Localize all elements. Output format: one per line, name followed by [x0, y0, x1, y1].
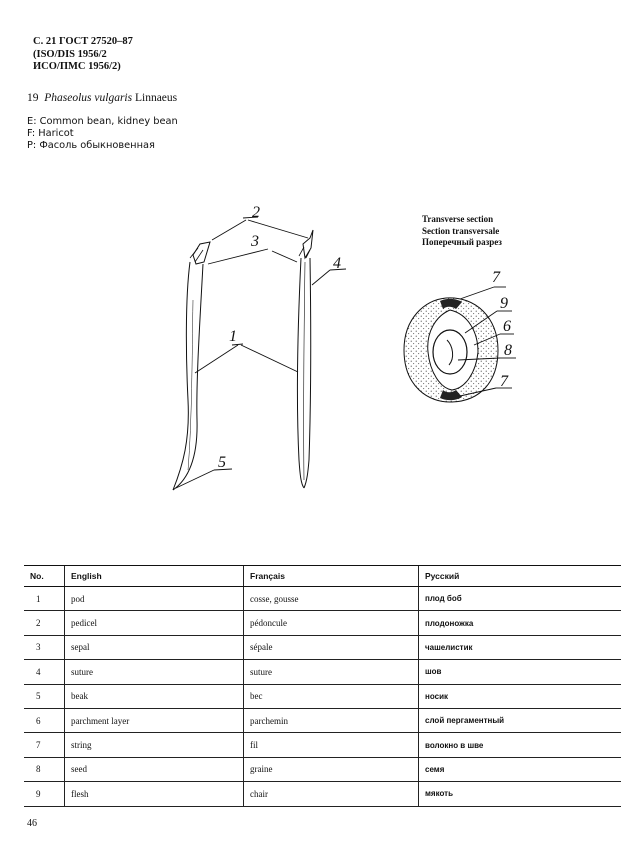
cell-french: cosse, gousse: [244, 587, 419, 611]
cell-english: suture: [65, 660, 244, 684]
cell-russian: слой пергаментный: [419, 708, 622, 732]
common-name-english: E: Common bean, kidney bean: [27, 116, 178, 127]
cell-russian: семя: [419, 757, 622, 781]
callout-2: 2: [252, 204, 260, 221]
cell-english: parchment layer: [65, 708, 244, 732]
callout-7-top: 7: [492, 269, 500, 286]
header-english: English: [65, 566, 244, 587]
cell-number: 8: [24, 757, 65, 781]
callout-numbers-left: [218, 204, 341, 471]
header-russian: Русский: [419, 566, 622, 587]
callout-6: 6: [503, 318, 511, 335]
cell-english: beak: [65, 684, 244, 708]
cell-russian: плодоножка: [419, 611, 622, 635]
table-row: [24, 684, 621, 708]
cell-french: chair: [244, 782, 419, 806]
cell-english: sepal: [65, 635, 244, 659]
cell-russian: носик: [419, 684, 622, 708]
pod-right-drawing: [298, 230, 313, 488]
species-number: 19: [27, 92, 39, 104]
header-french: Français: [244, 566, 419, 587]
species-latin-name: Phaseolus vulgaris: [44, 92, 133, 104]
callout-3: 3: [251, 233, 259, 250]
cell-french: fil: [244, 733, 419, 757]
header-iso: (ISO/DIS 1956/2: [33, 48, 107, 60]
callout-1: 1: [229, 328, 237, 345]
table-row: [24, 611, 621, 635]
section-title-en: Transverse section: [422, 214, 494, 224]
cell-number: 4: [24, 660, 65, 684]
callout-7-bottom: 7: [500, 373, 508, 390]
cell-russian: шов: [419, 660, 622, 684]
callout-4: 4: [333, 255, 341, 272]
table-row: [24, 660, 621, 684]
cell-french: sépale: [244, 635, 419, 659]
section-title-fr: Section transversale: [422, 225, 500, 236]
cell-english: pedicel: [65, 611, 244, 635]
cell-english: seed: [65, 757, 244, 781]
cell-french: graine: [244, 757, 419, 781]
cell-number: 6: [24, 708, 65, 732]
cell-french: suture: [244, 660, 419, 684]
cell-number: 3: [24, 635, 65, 659]
table-row: [24, 733, 621, 757]
table-row: [24, 782, 621, 806]
species-author: Linnaeus: [134, 92, 178, 104]
cell-russian: волокно в шве: [419, 733, 622, 757]
cell-english: pod: [65, 587, 244, 611]
table-row: [24, 635, 621, 659]
common-name-russian: P: Фасоль обыкновенная: [27, 140, 155, 151]
cell-number: 7: [24, 733, 65, 757]
page-number: 46: [27, 818, 37, 829]
cross-section-drawing: [404, 298, 498, 402]
table-row: [24, 587, 621, 611]
cell-english: flesh: [65, 782, 244, 806]
header-standard: С. 21 ГОСТ 27520–87: [33, 36, 133, 47]
table-row: [24, 708, 621, 732]
table-row: [24, 757, 621, 781]
header-iso-ru: ИСО/ПМС 1956/2): [33, 61, 121, 72]
cell-russian: чашелистик: [419, 635, 622, 659]
common-name-french: F: Haricot: [27, 128, 74, 139]
section-title-ru: Поперечный разрез: [422, 237, 502, 247]
cell-french: bec: [244, 684, 419, 708]
callout-8: 8: [504, 342, 512, 359]
callout-9: 9: [500, 295, 508, 312]
callout-5: 5: [218, 454, 226, 471]
cell-french: parchemin: [244, 708, 419, 732]
header-no: No.: [24, 566, 65, 587]
cell-number: 2: [24, 611, 65, 635]
table-header-row: [24, 566, 621, 587]
terms-table: [24, 565, 621, 807]
cell-number: 9: [24, 782, 65, 806]
cell-russian: мякоть: [419, 782, 622, 806]
pod-left-drawing: [173, 242, 210, 490]
cell-french: pédoncule: [244, 611, 419, 635]
cell-english: string: [65, 733, 244, 757]
cell-russian: плод боб: [419, 587, 622, 611]
cell-number: 1: [24, 587, 65, 611]
cell-number: 5: [24, 684, 65, 708]
